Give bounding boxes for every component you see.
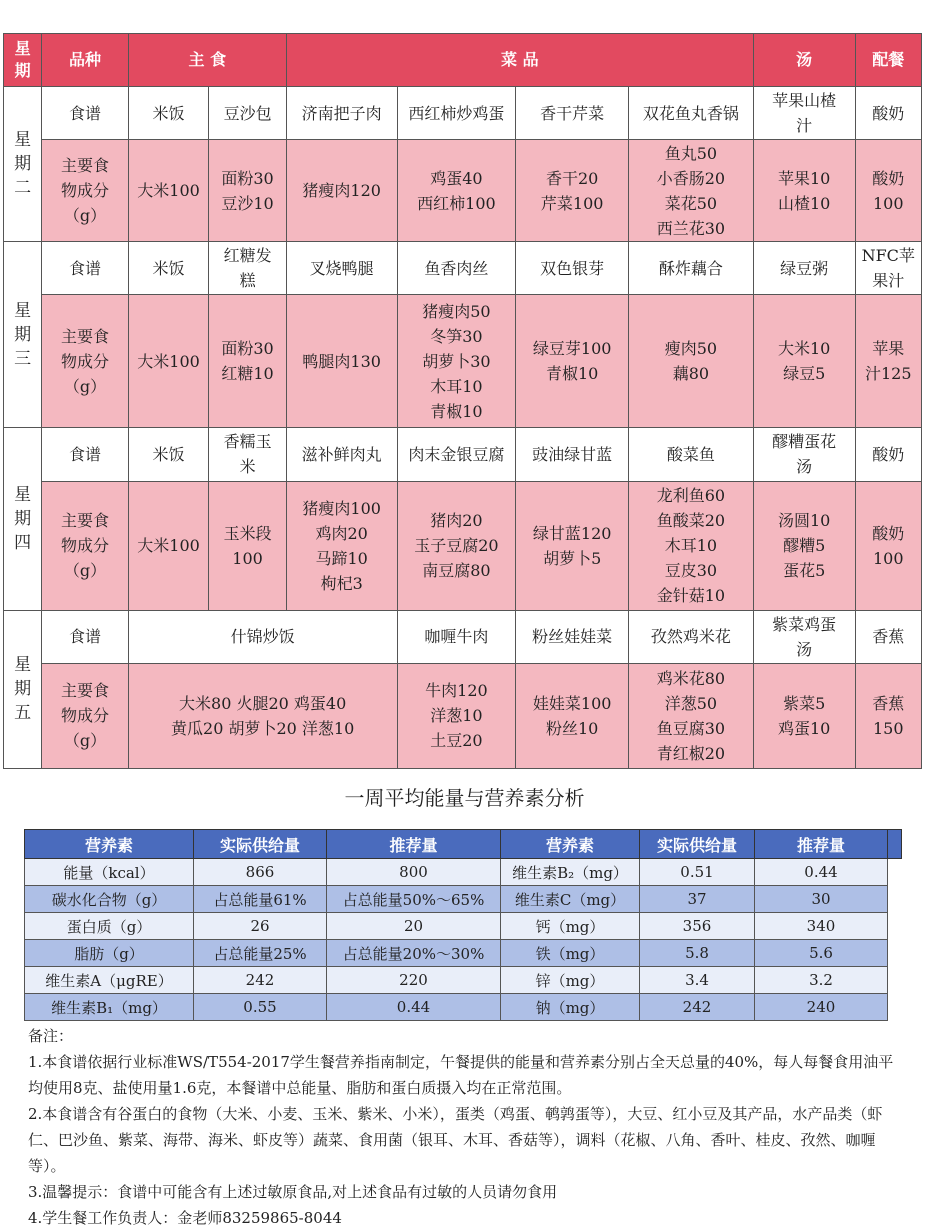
recipe-cell	[209, 242, 287, 295]
recipe-cell: 什锦炒饭	[128, 610, 397, 663]
recipe-cell: 米饭	[128, 428, 209, 481]
ingredient-line: 大米10	[777, 339, 831, 359]
ingredient-line: 冬笋30	[430, 326, 483, 346]
recipe-label: 食谱	[42, 87, 129, 140]
day-char-line: 期	[14, 154, 32, 175]
notes	[28, 1023, 908, 1231]
nutrition-cell: 碳水化合物（g）	[25, 886, 194, 913]
nutrition-cell: 26	[194, 913, 327, 940]
recipe-line: 果汁	[872, 271, 905, 291]
ingredient-label-line: 主要食	[61, 156, 110, 176]
ingredient-line: 100	[872, 548, 904, 568]
ingredient-cell	[128, 295, 209, 428]
day-char-line: 期	[14, 679, 32, 700]
nutrition-cell: 占总能量20%～30%	[327, 940, 501, 967]
ingredient-cell	[286, 140, 397, 242]
ingredient-line: 瘦肉50	[664, 339, 718, 359]
ingredient-cell	[286, 295, 397, 428]
ingredient-line: 苹果10	[777, 168, 831, 188]
ingredient-label-line: 主要食	[61, 326, 110, 346]
nutrition-row	[25, 994, 902, 1021]
ingredient-line: 绿豆5	[783, 364, 826, 384]
day-char-line: 星	[14, 300, 32, 321]
ingredient-row	[4, 140, 922, 242]
recipe-cell	[855, 242, 922, 295]
ingredient-cell	[855, 140, 922, 242]
ingredient-line: 面粉30	[221, 168, 274, 188]
ingredient-cell	[516, 140, 629, 242]
notes-heading: 备注：	[28, 1027, 74, 1045]
ingredient-line: 洋葱10	[430, 706, 483, 726]
nutrition-cell: 占总能量61%	[194, 886, 327, 913]
recipe-cell: 济南把子肉	[286, 87, 397, 140]
recipe-row	[4, 610, 922, 663]
nutrition-cell: 0.55	[194, 994, 327, 1021]
ingredient-line: 洋葱50	[664, 693, 718, 713]
nutrition-edge	[888, 859, 902, 886]
day-label	[4, 428, 42, 610]
recipe-line: NFC苹	[861, 246, 915, 266]
recipe-row	[4, 428, 922, 481]
nutrition-header-cell: 实际供给量	[194, 830, 327, 859]
ingredient-label-line: 物成分	[61, 351, 110, 371]
recipe-cell: 米饭	[128, 242, 209, 295]
ingredient-line: 鸡米花80	[656, 668, 726, 688]
nutrition-cell: 钠（mg）	[501, 994, 640, 1021]
ingredient-cell	[516, 295, 629, 428]
nutrition-cell: 5.8	[640, 940, 755, 967]
recipe-cell: 绿豆粥	[753, 242, 855, 295]
ingredient-line: 大米80 火腿20 鸡蛋40	[179, 693, 347, 713]
ingredient-line: 木耳10	[664, 536, 718, 556]
ingredient-cell	[753, 481, 855, 610]
ingredient-line: 金针菇10	[656, 586, 726, 606]
ingredient-cell	[516, 663, 629, 768]
nutrition-cell: 37	[640, 886, 755, 913]
note-item: 4.学生餐工作负责人：金老师83259865-8044	[28, 1209, 342, 1227]
ingredient-label-line: （g）	[63, 206, 107, 226]
ingredient-cell	[209, 295, 287, 428]
notes-items	[28, 1049, 908, 1231]
ingredient-line: 豆沙10	[221, 193, 274, 213]
nutrition-row	[25, 859, 902, 886]
ingredient-line: 香干20	[545, 168, 599, 188]
nutrition-cell: 锌（mg）	[501, 967, 640, 994]
ingredient-line: 鱼丸50	[664, 143, 718, 163]
recipe-label: 食谱	[42, 610, 129, 663]
ingredient-cell	[128, 140, 209, 242]
nutrition-cell: 5.6	[755, 940, 888, 967]
recipe-line: 米	[239, 457, 256, 477]
ingredient-line: 大米100	[137, 536, 200, 556]
nutrition-cell: 蛋白质（g）	[25, 913, 194, 940]
ingredient-line: 猪瘦肉100	[302, 498, 381, 518]
ingredient-cell	[397, 140, 516, 242]
nutrition-cell: 866	[194, 859, 327, 886]
ingredient-line: 小香肠20	[656, 168, 726, 188]
recipe-line: 苹果山楂	[772, 91, 837, 111]
recipe-cell: 咖喱牛肉	[397, 610, 516, 663]
ingredient-line: 醪糟5	[783, 536, 826, 556]
ingredient-label-line: 物成分	[61, 181, 110, 201]
nutrition-cell: 0.51	[640, 859, 755, 886]
day-char-line: 四	[14, 533, 32, 554]
nutrition-body	[25, 859, 902, 1021]
recipe-cell: 香蕉	[855, 610, 922, 663]
ingredient-line: 枸杞3	[320, 573, 363, 593]
ingredient-line: 龙利鱼60	[656, 486, 726, 506]
nutrition-cell: 钙（mg）	[501, 913, 640, 940]
ingredient-cell	[209, 140, 287, 242]
nutrition-cell: 0.44	[327, 994, 501, 1021]
ingredient-line: 南豆腐80	[422, 561, 491, 581]
day-label	[4, 87, 42, 242]
recipe-cell: 粉丝娃娃菜	[516, 610, 629, 663]
nutrition-cell: 242	[640, 994, 755, 1021]
nutrition-cell: 占总能量25%	[194, 940, 327, 967]
recipe-cell: 香干芹菜	[516, 87, 629, 140]
day-char-line: 三	[14, 348, 32, 369]
header-day-line: 期	[14, 61, 31, 80]
day-char-line: 星	[14, 655, 32, 676]
ingredient-cell	[629, 663, 754, 768]
nutrition-table	[24, 829, 902, 1021]
recipe-line: 香糯玉	[223, 432, 272, 452]
ingredient-line: 酸奶	[872, 168, 905, 188]
recipe-line: 汤	[796, 457, 813, 477]
nutrition-cell: 维生素A（μgRE）	[25, 967, 194, 994]
nutrition-cell: 占总能量50%～65%	[327, 886, 501, 913]
ingredient-line: 土豆20	[430, 731, 483, 751]
ingredient-row	[4, 663, 922, 768]
nutrition-header-cell: 实际供给量	[640, 830, 755, 859]
ingredient-line: 鸡蛋40	[430, 168, 483, 188]
ingredient-cell	[397, 481, 516, 610]
nutrition-cell: 242	[194, 967, 327, 994]
header-side: 配餐	[855, 34, 922, 87]
ingredient-line: 苹果	[872, 339, 905, 359]
nutrition-cell: 0.44	[755, 859, 888, 886]
day-char-line: 期	[14, 324, 32, 345]
recipe-label: 食谱	[42, 242, 129, 295]
header-soup: 汤	[753, 34, 855, 87]
header-day	[4, 34, 42, 87]
nutrition-header-cell: 推荐量	[327, 830, 501, 859]
ingredient-line: 豆皮30	[664, 561, 718, 581]
ingredient-cell	[128, 663, 397, 768]
analysis-title: 一周平均能量与营养素分析	[344, 786, 585, 810]
ingredient-line: 红糖10	[221, 364, 274, 384]
ingredient-cell	[629, 481, 754, 610]
ingredient-line: 猪瘦肉120	[302, 181, 381, 201]
recipe-cell: 酥炸藕合	[629, 242, 754, 295]
day-label	[4, 242, 42, 428]
nutrition-header-cell: 推荐量	[755, 830, 888, 859]
nutrition-cell: 340	[755, 913, 888, 940]
recipe-cell: 肉末金银豆腐	[397, 428, 516, 481]
ingredient-line: 绿豆芽100	[532, 339, 612, 359]
ingredient-cell	[753, 140, 855, 242]
ingredient-line: 猪肉20	[430, 511, 483, 531]
recipe-cell	[753, 428, 855, 481]
nutrition-cell: 3.2	[755, 967, 888, 994]
ingredient-line: 猪瘦肉50	[422, 301, 491, 321]
ingredient-cell	[286, 481, 397, 610]
ingredient-label-line: 主要食	[61, 511, 110, 531]
recipe-row	[4, 242, 922, 295]
recipe-cell: 滋补鲜肉丸	[286, 428, 397, 481]
recipe-cell: 双色银芽	[516, 242, 629, 295]
ingredient-cell	[753, 663, 855, 768]
recipe-line: 红糖发	[223, 246, 272, 266]
ingredient-line: 牛肉120	[425, 681, 488, 701]
recipe-cell: 叉烧鸭腿	[286, 242, 397, 295]
nutrition-cell: 维生素C（mg）	[501, 886, 640, 913]
recipe-cell: 酸奶	[855, 428, 922, 481]
ingredient-line: 青椒10	[545, 364, 599, 384]
nutrition-header-row	[25, 830, 902, 859]
nutrition-row	[25, 940, 902, 967]
recipe-cell: 双花鱼丸香锅	[629, 87, 754, 140]
day-char-line: 期	[14, 509, 32, 530]
ingredient-line: 大米100	[137, 181, 200, 201]
ingredient-label-line: 物成分	[61, 536, 110, 556]
ingredient-label	[42, 140, 129, 242]
ingredient-label	[42, 663, 129, 768]
nutrition-cell: 维生素B₂（mg）	[501, 859, 640, 886]
recipe-cell: 西红柿炒鸡蛋	[397, 87, 516, 140]
ingredient-line: 菜花50	[664, 193, 718, 213]
ingredient-line: 大米100	[137, 351, 200, 371]
ingredient-row	[4, 295, 922, 428]
ingredient-line: 西兰花30	[656, 218, 726, 238]
nutrition-header-cell: 营养素	[501, 830, 640, 859]
ingredient-line: 胡萝卜30	[422, 351, 491, 371]
ingredient-row	[4, 481, 922, 610]
ingredient-line: 紫菜5	[783, 693, 826, 713]
ingredient-cell	[397, 663, 516, 768]
nutrition-cell: 能量（kcal）	[25, 859, 194, 886]
recipe-cell: 酸奶	[855, 87, 922, 140]
ingredient-line: 藕80	[672, 364, 710, 384]
ingredient-line: 鸭腿肉130	[302, 351, 381, 371]
header-day-line: 星	[14, 39, 31, 58]
ingredient-label	[42, 481, 129, 610]
recipe-cell	[753, 87, 855, 140]
ingredient-line: 绿甘蓝120	[532, 523, 612, 543]
weekly-menu-table	[3, 33, 922, 769]
recipe-label: 食谱	[42, 428, 129, 481]
header-variety: 品种	[42, 34, 129, 87]
nutrition-edge	[888, 913, 902, 940]
day-char-line: 星	[14, 485, 32, 506]
header-staple: 主 食	[128, 34, 286, 87]
recipe-line: 醪糟蛋花	[772, 432, 837, 452]
nutrition-cell: 30	[755, 886, 888, 913]
nutrition-edge	[888, 967, 902, 994]
ingredient-line: 马蹄10	[315, 548, 368, 568]
menu-body	[4, 87, 922, 769]
recipe-row	[4, 87, 922, 140]
nutrition-row	[25, 913, 902, 940]
ingredient-line: 娃娃菜100	[532, 693, 612, 713]
recipe-cell: 鱼香肉丝	[397, 242, 516, 295]
ingredient-line: 鱼豆腐30	[656, 718, 726, 738]
ingredient-label-line: （g）	[63, 561, 107, 581]
recipe-cell: 米饭	[128, 87, 209, 140]
recipe-line: 汁	[796, 116, 813, 136]
nutrition-edge	[888, 940, 902, 967]
ingredient-cell	[516, 481, 629, 610]
recipe-cell: 豉油绿甘蓝	[516, 428, 629, 481]
day-char-line: 五	[14, 703, 32, 724]
ingredient-label-line: （g）	[63, 731, 107, 751]
ingredient-line: 香蕉	[872, 693, 905, 713]
ingredient-line: 酸奶	[872, 523, 905, 543]
ingredient-line: 面粉30	[221, 339, 274, 359]
ingredient-label-line: 主要食	[61, 681, 110, 701]
nutrition-cell: 铁（mg）	[501, 940, 640, 967]
ingredient-line: 胡萝卜5	[543, 548, 602, 568]
ingredient-line: 粉丝10	[545, 718, 599, 738]
nutrition-cell: 脂肪（g）	[25, 940, 194, 967]
ingredient-cell	[855, 295, 922, 428]
nutrition-header-cell: 营养素	[25, 830, 194, 859]
ingredient-line: 西红柿100	[417, 193, 496, 213]
ingredient-line: 芹菜100	[540, 193, 604, 213]
ingredient-line: 蛋花5	[783, 561, 826, 581]
ingredient-line: 青红椒20	[656, 743, 726, 763]
ingredient-cell	[753, 295, 855, 428]
ingredient-cell	[855, 481, 922, 610]
ingredient-line: 木耳10	[430, 376, 483, 396]
nutrition-cell: 356	[640, 913, 755, 940]
nutrition-cell: 220	[327, 967, 501, 994]
nutrition-row	[25, 886, 902, 913]
ingredient-line: 青椒10	[430, 401, 483, 421]
day-char-line: 星	[14, 130, 32, 151]
nutrition-cell: 维生素B₁（mg）	[25, 994, 194, 1021]
ingredient-cell	[397, 295, 516, 428]
ingredient-line: 玉子豆腐20	[414, 536, 499, 556]
recipe-line: 糕	[239, 271, 256, 291]
ingredient-cell	[629, 140, 754, 242]
ingredient-line: 汁125	[864, 364, 912, 384]
ingredient-line: 鸡蛋10	[777, 718, 831, 738]
ingredient-label-line: （g）	[63, 376, 107, 396]
ingredient-label	[42, 295, 129, 428]
ingredient-line: 100	[872, 193, 904, 213]
nutrition-cell: 20	[327, 913, 501, 940]
ingredient-line: 黄瓜20 胡萝卜20 洋葱10	[171, 718, 355, 738]
ingredient-line: 鱼酸菜20	[656, 511, 726, 531]
note-item: 2.本食谱含有谷蛋白的食物（大米、小麦、玉米、紫米、小米），蛋类（鸡蛋、鹌鹑蛋等），大豆、红小豆及其产品，水产品类（虾仁、巴沙鱼、紫菜、海带、海米、虾皮等）蔬菜、食用菌（银耳、木耳、香菇等），调料（花椒、八角、香叶、桂皮、孜然、咖喱等）。	[28, 1105, 883, 1175]
ingredient-line: 山楂10	[777, 193, 831, 213]
nutrition-edge	[888, 886, 902, 913]
nutrition-cell: 3.4	[640, 967, 755, 994]
header-dishes: 菜 品	[286, 34, 753, 87]
recipe-cell	[753, 610, 855, 663]
note-item: 1.本食谱依据行业标准WS/T554-2017学生餐营养指南制定，午餐提供的能量和营养素分别占全天总量的40%，每人每餐食用油平均使用8克、盐使用量1.6克，本餐谱中总能量、脂肪和蛋白质摄入均在正常范围。	[28, 1053, 894, 1097]
ingredient-label-line: 物成分	[61, 706, 110, 726]
recipe-line: 紫菜鸡蛋	[772, 614, 837, 634]
recipe-cell	[209, 428, 287, 481]
ingredient-line: 150	[872, 718, 904, 738]
ingredient-cell	[629, 295, 754, 428]
ingredient-line: 玉米段	[223, 523, 272, 543]
ingredient-cell	[209, 481, 287, 610]
nutrition-row	[25, 967, 902, 994]
nutrition-cell: 800	[327, 859, 501, 886]
nutrition-cell: 240	[755, 994, 888, 1021]
ingredient-line: 100	[232, 548, 263, 568]
ingredient-line: 汤圆10	[777, 511, 831, 531]
recipe-cell: 酸菜鱼	[629, 428, 754, 481]
ingredient-line: 鸡肉20	[315, 523, 368, 543]
recipe-line: 汤	[796, 639, 813, 659]
ingredient-cell	[128, 481, 209, 610]
day-char-line: 二	[14, 178, 32, 199]
recipe-cell: 豆沙包	[209, 87, 287, 140]
recipe-cell: 孜然鸡米花	[629, 610, 754, 663]
nutrition-edge	[888, 994, 902, 1021]
day-label	[4, 610, 42, 768]
note-item: 3.温馨提示：食谱中可能含有上述过敏原食品,对上述食品有过敏的人员请勿食用	[28, 1183, 558, 1201]
nutrition-header-cell	[888, 830, 902, 859]
ingredient-cell	[855, 663, 922, 768]
